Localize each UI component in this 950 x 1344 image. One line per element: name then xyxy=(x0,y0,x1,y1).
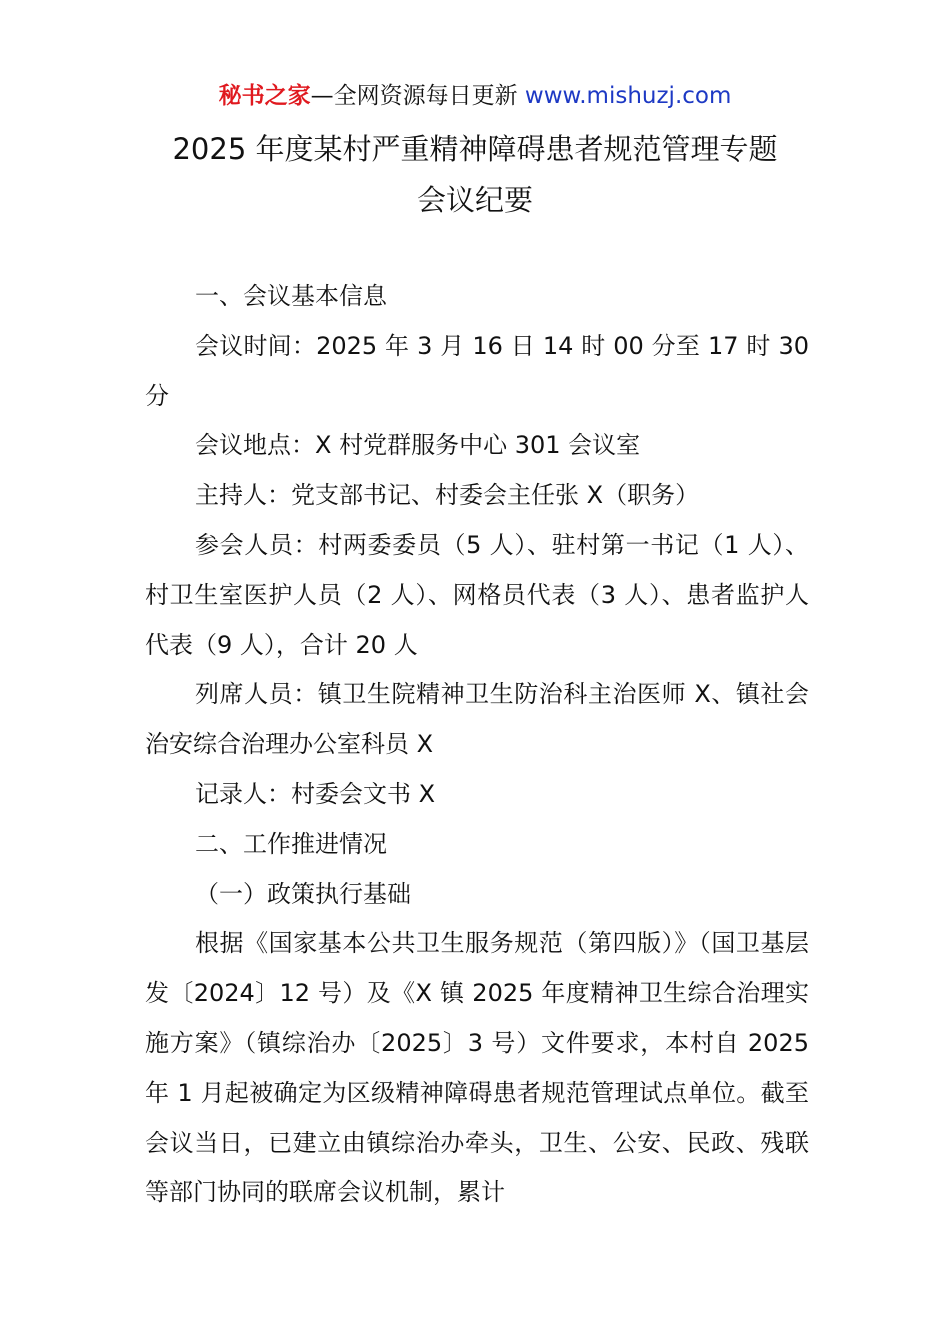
meeting-place: 会议地点：X 村党群服务中心 301 会议室 xyxy=(195,431,641,460)
meeting-participants: 参会人员：村两委委员（5 人）、驻村第一书记（1 人）、村卫生室医护人员（2 人）、网格员代表（3 人）、患者监护人代表（9 人），合计 20 人 xyxy=(145,530,809,659)
title-line-1: 2025 年度某村严重精神障碍患者规范管理专题 xyxy=(172,132,778,166)
site-banner xyxy=(0,80,950,112)
title-line-2: 会议纪要 xyxy=(416,183,533,217)
document-title xyxy=(0,124,950,226)
section-heading-basic-info: 一、会议基本信息 xyxy=(195,282,387,310)
meeting-host: 主持人：党支部书记、村委会主任张 X（职务） xyxy=(195,481,700,510)
meeting-time: 会议时间：2025 年 3 月 16 日 14 时 00 分至 17 时 30 分 xyxy=(145,331,809,410)
meeting-recorder: 记录人：村委会文书 X xyxy=(195,779,436,808)
subsection-heading-policy: （一）政策执行基础 xyxy=(195,879,411,908)
site-brand: 秘书之家 xyxy=(218,83,311,109)
document-body xyxy=(145,272,809,1218)
meeting-attendees: 列席人员：镇卫生院精神卫生防治科主治医师 X、镇社会治安综合治理办公室科员 X xyxy=(145,680,809,759)
site-tagline: —全网资源每日更新 xyxy=(310,83,518,109)
section-heading-progress: 二、工作推进情况 xyxy=(195,829,387,858)
site-url-link[interactable]: www.mishuzj.com xyxy=(524,83,732,109)
policy-paragraph: 根据《国家基本公共卫生服务规范（第四版）》（国卫基层发〔2024〕12 号）及《X 镇 2025 年度精神卫生综合治理实施方案》（镇综治办〔2025〕3 号）文件要求，本村自 2025 年 1 月起被确定为区级精神障碍患者规范管理试点单位。截至会议当日，已建立由镇综治办牵头，卫生、公安、民政、残联等部门协同的联席会议机制，累计 xyxy=(145,929,809,1207)
